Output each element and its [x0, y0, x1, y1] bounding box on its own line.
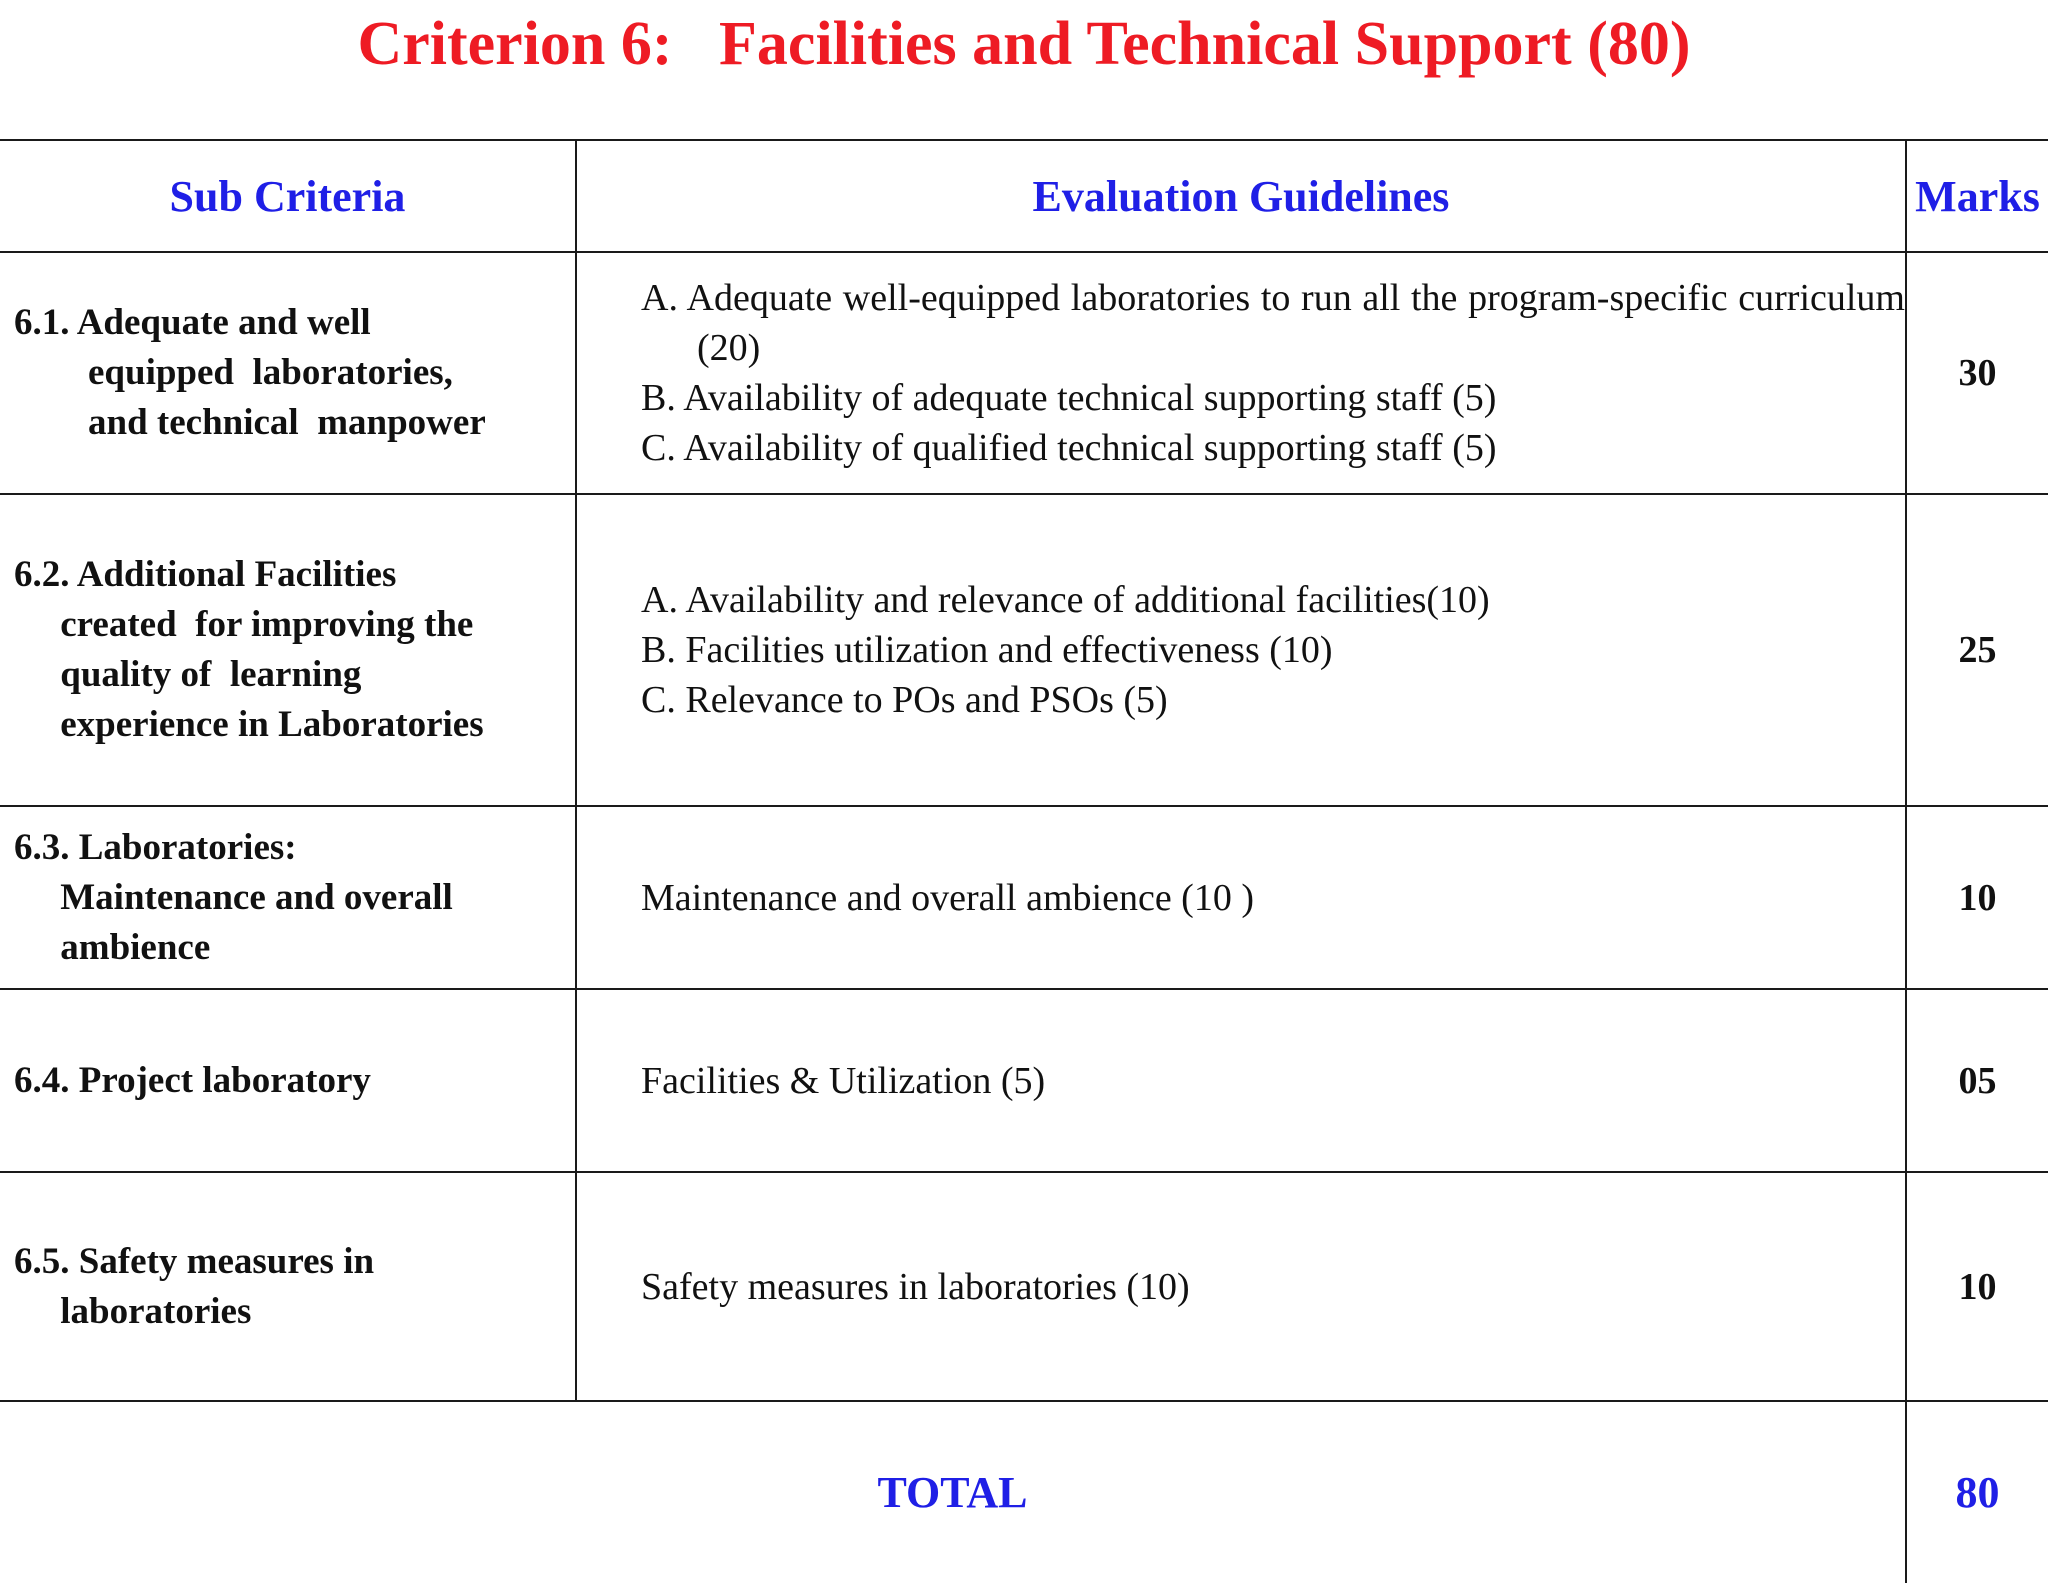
- guidelines-cell: [576, 494, 1906, 806]
- sub-criteria-line: Maintenance and overall: [14, 876, 453, 918]
- sub-criteria-line: experience in Laboratories: [14, 704, 484, 745]
- total-row: [0, 1401, 2048, 1583]
- sub-criteria-line: created for improving the: [14, 604, 474, 645]
- criteria-table: [0, 139, 2048, 1583]
- marks-cell: 10: [1906, 806, 2048, 989]
- sub-criteria-cell: [0, 494, 576, 806]
- header-marks: Marks: [1906, 140, 2048, 252]
- sub-criteria-line: and technical manpower: [14, 402, 486, 443]
- guidelines-cell: [576, 1172, 1906, 1401]
- sub-criteria-line: equipped laboratories,: [14, 352, 453, 393]
- page-title: Criterion 6: Facilities and Technical Support (80): [357, 9, 1691, 78]
- sub-criteria-cell: [0, 989, 576, 1172]
- sub-criteria-line: 6.3. Laboratories:: [14, 826, 297, 868]
- table-row: [0, 494, 2048, 806]
- marks-cell: 10: [1906, 1172, 2048, 1401]
- table-row: [0, 989, 2048, 1172]
- sub-criteria-cell: [0, 806, 576, 989]
- total-label: TOTAL: [0, 1401, 1906, 1583]
- guideline-item: A. Adequate well-equipped laboratories to run all the program-specific curriculum (20): [641, 277, 1905, 369]
- marks-cell: 30: [1906, 252, 2048, 494]
- marks-cell: 05: [1906, 989, 2048, 1172]
- sub-criteria-line: ambience: [14, 926, 211, 968]
- sub-criteria-cell: [0, 252, 576, 494]
- sub-criteria-line: 6.5. Safety measures in: [14, 1240, 375, 1282]
- guidelines-cell: [576, 806, 1906, 989]
- guideline-item: Facilities & Utilization (5): [641, 1059, 1046, 1102]
- guideline-item: Safety measures in laboratories (10): [641, 1265, 1190, 1308]
- table-header-row: [0, 140, 2048, 252]
- guideline-item: B. Facilities utilization and effectiveness (10): [641, 629, 1333, 671]
- guidelines-cell: [576, 989, 1906, 1172]
- guideline-item: C. Relevance to POs and PSOs (5): [641, 679, 1168, 721]
- table-row: [0, 1172, 2048, 1401]
- header-sub-criteria: Sub Criteria: [0, 140, 576, 252]
- table-row: [0, 252, 2048, 494]
- sub-criteria-cell: [0, 1172, 576, 1401]
- sub-criteria-line: 6.1. Adequate and well: [14, 302, 371, 343]
- guideline-item: C. Availability of qualified technical supporting staff (5): [641, 427, 1497, 469]
- guidelines-cell: [576, 252, 1906, 494]
- sub-criteria-line: quality of learning: [14, 654, 362, 695]
- sub-criteria-line: 6.4. Project laboratory: [14, 1059, 371, 1101]
- header-evaluation-guidelines: Evaluation Guidelines: [576, 140, 1906, 252]
- table-row: [0, 806, 2048, 989]
- guideline-item: Maintenance and overall ambience (10 ): [641, 876, 1254, 919]
- guideline-item: A. Availability and relevance of additional facilities(10): [641, 579, 1490, 621]
- total-marks: 80: [1906, 1401, 2048, 1583]
- sub-criteria-line: laboratories: [14, 1290, 252, 1332]
- sub-criteria-line: 6.2. Additional Facilities: [14, 554, 397, 595]
- marks-cell: 25: [1906, 494, 2048, 806]
- guideline-item: B. Availability of adequate technical supporting staff (5): [641, 377, 1497, 419]
